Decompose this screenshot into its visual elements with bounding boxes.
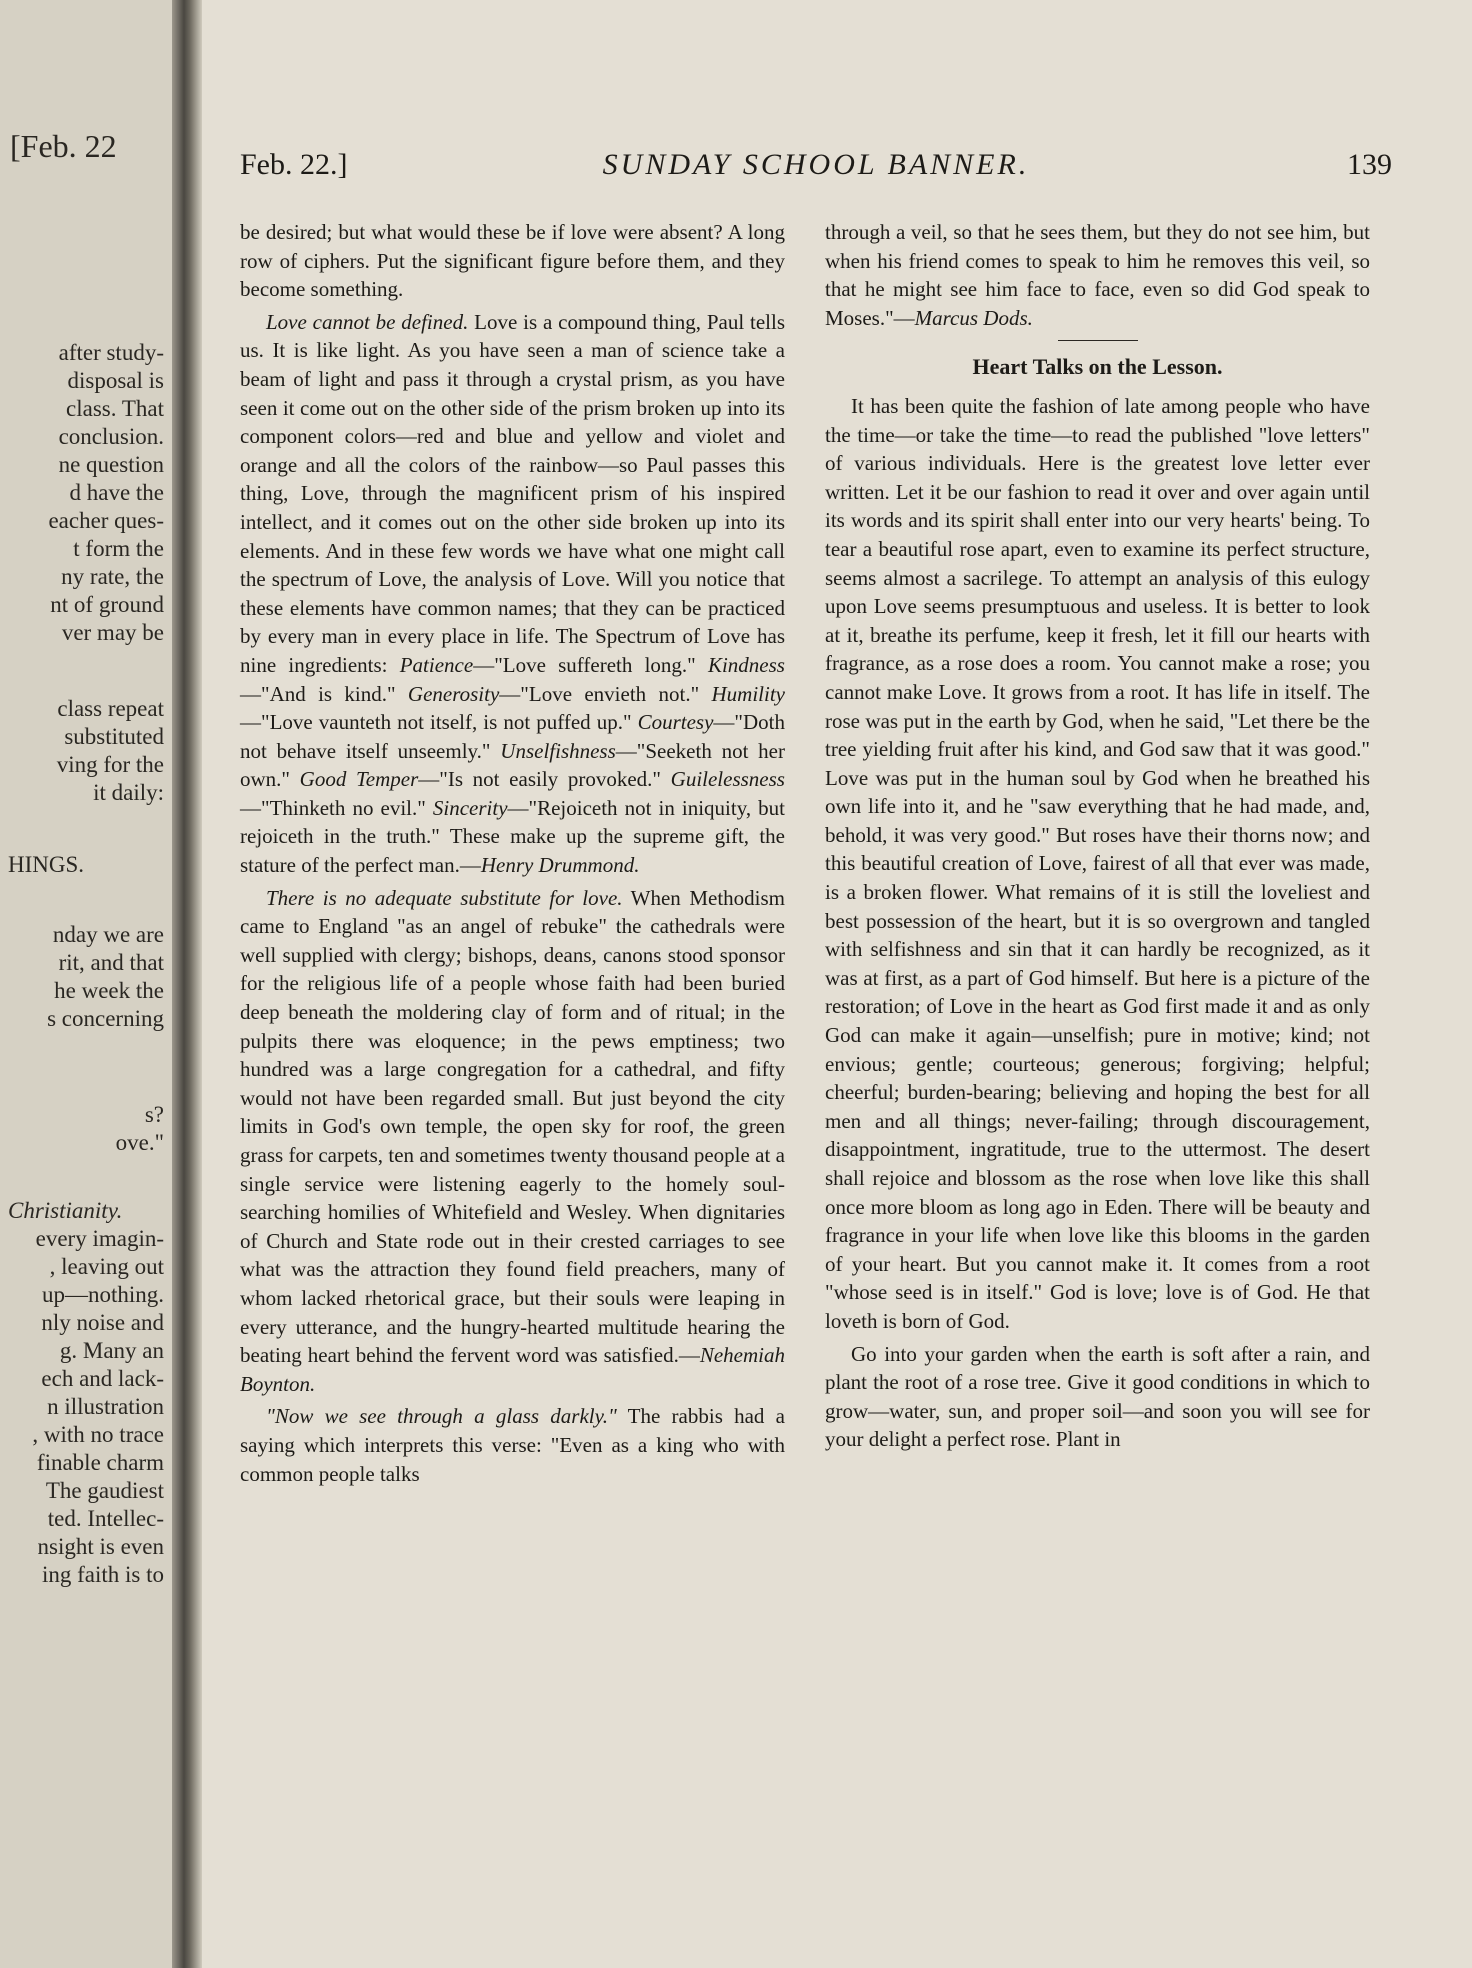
facing-page-fragment: nday we are (52, 922, 164, 947)
facing-page-fragment: disposal is (67, 368, 164, 393)
virtue: Courtesy (637, 710, 714, 735)
facing-page-fragment: after study- (58, 340, 164, 365)
facing-page-fragment: s? (144, 1102, 164, 1127)
virtue: Kindness (707, 652, 785, 677)
section-heading: Heart Talks on the Lesson. (972, 354, 1223, 380)
facing-page-edge (0, 0, 172, 1968)
facing-page-fragment: nly noise and (41, 1310, 164, 1335)
virtue: Sincerity (432, 795, 508, 820)
facing-page-fragment: n illustration (47, 1394, 164, 1419)
lead-phrase: There is no adequate substitute for love. (266, 885, 623, 910)
section-rule (1058, 340, 1138, 341)
paragraph: It has been quite the fashion of late among people who have the time—or take the time—to read the published "love letters" of various individuals. Here is the greatest love letter ever written. Let it be our fashion to read it over and over again until its words and its spirit shall enter into our very hearts' being. To tear a beautiful rose apart, even to examine its perfect structure, seems almost a sacrilege. To attempt an analysis of this eulogy upon Love seems presumptuous and useless. It is better to look at it, breathe its perfume, keep it fresh, let it fill our hearts with fragrance, as a rose does a room. You cannot make a rose; you cannot make Love. It grows from a root. It has life in itself. The rose was put in the earth by God, when he said, "Let there be the tree yielding fruit after his kind, and God saw that it was good." Love was put in the human soul by God when he breathed his own life into it, and he "saw everything that he had made, and, behold, it was very good." But roses have their thorns now; and this beautiful creation of Love, fairest of all that ever was made, is a broken flower. What remains of it is still the loveliest and best possession of the heart, but it is so overgrown and tangled with selfishness and sin that it can hardly be recognized, as it was at first, as a part of God himself. But here is a picture of the restoration; of Love in the heart as God first made it and as only God can make it again—unselfish; pure in motive; kind; not envious; gentle; courteous; generous; forgiving; helpful; cheerful; burden-bearing; believing and hoping the best for all men and all things; never-failing; through discouragement, disappointment, ingratitude, true to the uttermost. The desert shall rejoice and blossom as the rose when love like this shall once more bloom as long ago in Eden. There will be beauty and fragrance in your life when love like this blooms in the garden of your heart. But you cannot make it. It comes from a root "whose seed is in itself." God is love; love is of God. He that loveth is born of God. (825, 393, 1370, 1333)
publication-title: SUNDAY SCHOOL BANNER. (602, 148, 1030, 181)
facing-page-fragment: ech and lack- (41, 1366, 164, 1391)
facing-page-fragment: conclusion. (58, 424, 164, 449)
virtue: Good Temper (299, 767, 419, 792)
virtue: Unselfishness (500, 738, 616, 763)
facing-page-fragment: class repeat (57, 696, 164, 721)
paragraph: Love cannot be defined. Love is a compound thing, Paul tells us. It is like light. As you have seen a man of science take a beam of light and pass it through a crystal prism, as you have seen it come out on the other side of the prism broken up into its component colors—red and blue and yellow and violet and orange and all the colors of the rainbow—so Paul passes this thing, Love, through the magnificent prism of his inspired intellect, and it comes out on the other side broken up into its elements. And in these few words we have what one might call the spectrum of Love, the analysis of Love. Will you notice that these elements have common names; that they can be practiced by every man in every place in life. The Spectrum of Love has nine ingredients: Patience—"Love suffereth long." Kindness—"And is kind." Generosity—"Love envieth not." Humility—"Love vaunteth not itself, is not puffed up." Courtesy—"Doth not behave itself unseemly." Unselfishness—"Seeketh not her own." Good Temper—"Is not easily provoked." Guilelessness—"Thinketh no evil." Sincerity—"Rejoiceth not in iniquity, but rejoiceth in the truth." These make up the supreme gift, the stature of the perfect man.—Henry Drummond. (240, 309, 786, 878)
facing-page-fragment: it daily: (93, 780, 164, 805)
facing-page-fragment: ver may be (61, 620, 164, 645)
facing-page-fragment: , leaving out (49, 1254, 164, 1279)
facing-page-fragment: nsight is even (37, 1534, 164, 1559)
author-credit: Henry Drummond. (480, 853, 640, 878)
facing-page-fragment: , with no trace (32, 1422, 164, 1447)
facing-page-fragment: s concerning (47, 1006, 164, 1031)
facing-page-fragment: g. Many an (59, 1338, 164, 1363)
facing-page-fragment: d have the (69, 480, 164, 505)
facing-page-header: [Feb. 22 (10, 128, 117, 164)
facing-page-fragment: up—nothing. (41, 1282, 164, 1307)
facing-page-fragment: eacher ques- (48, 508, 164, 533)
facing-page-fragment: ted. Intellec- (47, 1506, 164, 1531)
virtue: Generosity (407, 681, 500, 706)
facing-page-fragment: Christianity. (8, 1198, 123, 1223)
page-number: 139 (1347, 148, 1392, 181)
facing-page-fragment: nt of ground (50, 592, 164, 617)
running-head (240, 148, 1392, 188)
left-column (240, 218, 785, 1492)
virtue: Patience (399, 652, 474, 677)
virtue: Humility (711, 681, 785, 706)
paragraph: be desired; but what would these be if love were absent? A long row of ciphers. Put the significant figure before them, and they become something. (240, 220, 785, 302)
paragraph: "Now we see through a glass darkly." The rabbis had a saying which interprets this verse: "Even as a king who with common people talks (240, 1404, 785, 1486)
facing-page-fragment: substituted (64, 724, 164, 749)
virtue: Guilelessness (670, 767, 785, 792)
facing-page-fragment: ing faith is to (41, 1562, 164, 1587)
book-gutter (172, 0, 202, 1968)
facing-page-fragment: every imagin- (35, 1226, 164, 1251)
facing-page-fragment: HINGS. (8, 852, 85, 877)
facing-page-fragment: finable charm (36, 1450, 164, 1475)
paragraph: through a veil, so that he sees them, but they do not see him, but when his friend comes to speak to him he removes this veil, so that he might see him face to face, even so did God speak to Moses."—Marcus Dods. (825, 220, 1370, 330)
facing-page-fragment: class. That (66, 396, 164, 421)
lead-phrase: Love cannot be defined. (266, 309, 469, 334)
author-credit: Nehemiah Boynton. (240, 1343, 785, 1396)
author-credit: Marcus Dods. (914, 305, 1033, 330)
facing-page-fragment: ving for the (56, 752, 164, 777)
facing-page-fragment: he week the (54, 978, 164, 1003)
facing-page-fragment: ny rate, the (61, 564, 164, 589)
facing-page-fragment: rit, and that (58, 950, 164, 975)
facing-page-fragment: t form the (73, 536, 164, 561)
header-date: Feb. 22.] (240, 148, 348, 181)
lead-phrase: "Now we see through a glass darkly." (266, 1404, 617, 1429)
facing-page-fragment: The gaudiest (45, 1478, 164, 1503)
paragraph: There is no adequate substitute for love. When Methodism came to England "as an angel of rebuke" the cathedrals were well supplied with clergy; bishops, deans, canons stood sponsor for the religious life of a people whose faith had been buried deep beneath the moldering clay of form and of ritual; in the pulpits there was eloquence; in the pews emptiness; two hundred was a large congregation for a cathedral, and fifty would not have been regarded small. But just beyond the city limits in God's own temple, the open sky for roof, the green grass for carpets, ten and sometimes twenty thousand people at a single service were listening eagerly to the homely soul-searching homilies of Whitefield and Wesley. When dignitaries of Church and State rode out in their crested carriages to see what was the attraction they found field preachers, many of whom lacked rhetorical grace, but their souls were leaping in every utterance, and the hungry-hearted multitude hearing the beating heart behind the fervent word was satisfied.—Nehemiah Boynton. (240, 885, 785, 1396)
paragraph: Go into your garden when the earth is soft after a rain, and plant the root of a rose tree. Give it good conditions in which to grow—water, sun, and proper soil—and soon you will see for your delight a perfect rose. Plant in (825, 1341, 1370, 1452)
facing-page-fragment: ove." (115, 1130, 164, 1155)
facing-page-fragment: ne question (58, 452, 164, 477)
right-column (825, 218, 1370, 1458)
